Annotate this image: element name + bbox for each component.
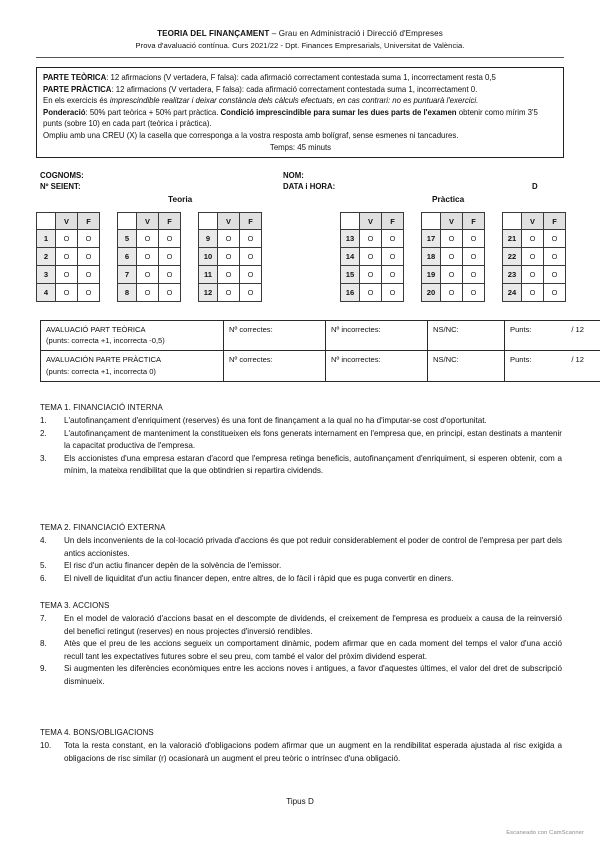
answer-bubble-false-q12[interactable] (240, 284, 262, 302)
bubble-glyph: O (529, 270, 536, 279)
grid-corner-cell (37, 213, 56, 230)
nom-label: NOM: (283, 171, 304, 180)
seient-label: Nº SEIENT: (40, 182, 81, 191)
question-number: 5. (40, 561, 47, 571)
tema-question-list (40, 535, 562, 585)
bubble-glyph: O (367, 288, 374, 297)
question-number-cell: 12 (199, 284, 218, 302)
points-label: Punts: (510, 355, 532, 365)
bubble-glyph: O (470, 270, 477, 279)
scanner-watermark: Escaneado con CamScanner (506, 830, 584, 836)
bubble-glyph: O (144, 234, 151, 243)
practica-answer-grid[interactable] (340, 212, 566, 302)
question-number-cell: 14 (341, 248, 360, 266)
practica-grid-row (341, 248, 566, 266)
question-number-cell: 19 (422, 266, 441, 284)
grid-block-gap (485, 284, 503, 302)
practica-grid-row (341, 266, 566, 284)
answer-bubble-false-q9[interactable] (240, 230, 262, 248)
instruction-exercises-prefix: En els exercicis és (43, 96, 110, 106)
answer-bubble-false-q7[interactable] (159, 266, 181, 284)
bubble-glyph: O (225, 234, 232, 243)
teoria-grid-row (37, 284, 262, 302)
question-number-cell: 13 (341, 230, 360, 248)
question-number-cell: 16 (341, 284, 360, 302)
grid-header-true: V (56, 213, 78, 230)
instruction-practice-line (43, 84, 558, 96)
answer-bubble-true-q13[interactable] (360, 230, 382, 248)
grid-header-false: F (240, 213, 262, 230)
bubble-glyph: O (63, 252, 70, 261)
question-number-cell: 1 (37, 230, 56, 248)
grid-header-true: V (360, 213, 382, 230)
header-course-title: TEORIA DEL FINANÇAMENT (157, 29, 270, 38)
bubble-glyph: O (247, 252, 254, 261)
answer-bubble-false-q6[interactable] (159, 248, 181, 266)
question-text: En el model de valoració d'accions basat en el descompte de dividends, el creixement de l'empresa es produeix a causa de la reinversió del benefici retingut (reserves) en nous projectes d'inversió rendibles. (64, 614, 562, 636)
question-number-cell: 6 (118, 248, 137, 266)
tema-section-4 (40, 727, 562, 765)
question-number-cell: 21 (503, 230, 522, 248)
bubble-glyph: O (144, 288, 151, 297)
question-number-cell: 15 (341, 266, 360, 284)
evaluation-part-label (41, 351, 224, 381)
evaluation-part-title: AVALUACIÓ PART TEÒRICA (46, 325, 146, 334)
answer-bubble-false-q4[interactable] (78, 284, 100, 302)
tema-section-3 (40, 600, 562, 689)
grid-corner-cell (341, 213, 360, 230)
bubble-glyph: O (225, 270, 232, 279)
bubble-glyph: O (367, 252, 374, 261)
answer-bubble-false-q16[interactable] (382, 284, 404, 302)
header-divider (36, 57, 564, 58)
instruction-practice-label: PARTE PRÀCTICA (43, 84, 112, 94)
answer-bubble-true-q20[interactable] (441, 284, 463, 302)
grid-block-gap (100, 248, 118, 266)
tema-question-list (40, 740, 562, 765)
instruction-exercises-emphasis: imprescindible realitzar i deixar constància dels càlculs efectuats, en cas contrari: no es puntuarà l'exercici. (109, 96, 479, 106)
evaluation-part-label (41, 321, 224, 351)
question-number-cell: 4 (37, 284, 56, 302)
bubble-glyph: O (247, 270, 254, 279)
practica-grid-table[interactable] (340, 212, 566, 302)
instruction-theory-label: PARTE TEÒRICA (43, 73, 107, 82)
question-number: 2. (40, 428, 47, 438)
grid-header-false: F (463, 213, 485, 230)
answer-bubble-true-q19[interactable] (441, 266, 463, 284)
bubble-glyph: O (448, 288, 455, 297)
exam-type-marker: D (532, 182, 538, 191)
answer-bubble-false-q1[interactable] (78, 230, 100, 248)
answer-bubble-true-q17[interactable] (441, 230, 463, 248)
bubble-glyph: O (448, 234, 455, 243)
grid-corner-cell (503, 213, 522, 230)
question-number-cell: 5 (118, 230, 137, 248)
question-item (40, 638, 562, 663)
grid-block-gap (404, 230, 422, 248)
bubble-glyph: O (551, 288, 558, 297)
evaluation-row (41, 351, 600, 381)
bubble-glyph: O (470, 234, 477, 243)
instruction-condition-text: obtenir como mírim 3'5 punts (sobre 10) en cada part (teòrica i pràctica). (43, 107, 538, 129)
tema-heading: TEMA 4. BONS/OBLIGACIONS (40, 728, 154, 737)
answer-bubble-true-q14[interactable] (360, 248, 382, 266)
question-text: Atès que el preu de les accions segueix un comportament dinàmic, podem afirmar que en cada moment del temps el valor d'una acció recull tant les expectatives futures sobre el seu preu, com també el valor del pròxim dividend esperat. (64, 639, 562, 661)
question-number: 1. (40, 416, 47, 425)
teoria-grid-header-row (37, 213, 262, 230)
header-title-line (36, 28, 564, 40)
bubble-glyph: O (247, 234, 254, 243)
answer-bubble-false-q17[interactable] (463, 230, 485, 248)
bubble-glyph: O (144, 270, 151, 279)
grid-block-gap (100, 284, 118, 302)
points-max: / 12 (571, 355, 584, 365)
answer-bubble-true-q1[interactable] (56, 230, 78, 248)
bubble-glyph: O (225, 252, 232, 261)
grid-block-gap (404, 213, 422, 230)
answer-bubble-true-q23[interactable] (522, 266, 544, 284)
grid-block-gap (181, 248, 199, 266)
answer-bubble-false-q24[interactable] (544, 284, 566, 302)
answer-bubble-false-q19[interactable] (463, 266, 485, 284)
question-number: 4. (40, 536, 47, 545)
bubble-glyph: O (63, 288, 70, 297)
question-item (40, 428, 562, 453)
bubble-glyph: O (144, 252, 151, 261)
bubble-glyph: O (166, 270, 173, 279)
bubble-glyph: O (63, 234, 70, 243)
question-item (40, 453, 562, 478)
answer-bubble-false-q21[interactable] (544, 230, 566, 248)
grid-header-true: V (218, 213, 240, 230)
question-text: El nivell de liquiditat d'un actiu financer depen, entre altres, de lo fàcil i ràpid que es puga convertir en diners. (64, 573, 454, 583)
answer-bubble-false-q3[interactable] (78, 266, 100, 284)
question-number-cell: 3 (37, 266, 56, 284)
instruction-time-line: Temps: 45 minuts (269, 142, 332, 152)
grid-corner-cell (199, 213, 218, 230)
question-number-cell: 2 (37, 248, 56, 266)
question-item (40, 535, 562, 560)
tema-question-list (40, 613, 562, 689)
header-subtitle: Prova d'avaluació contínua. Curs 2021/22 - Dpt. Finances Empresarials, Universitat de València. (135, 41, 465, 50)
header-degree: – Grau en Administració i Direcció d'Empreses (269, 29, 443, 38)
answer-bubble-false-q13[interactable] (382, 230, 404, 248)
bubble-glyph: O (389, 270, 396, 279)
incorrect-count-field[interactable]: Nº incorrectes: (326, 351, 428, 381)
question-number-cell: 10 (199, 248, 218, 266)
instruction-weighting-line (43, 107, 558, 130)
bubble-glyph: O (448, 270, 455, 279)
nsnc-field[interactable]: NS/NC: (428, 351, 505, 381)
grid-header-true: V (522, 213, 544, 230)
instruction-weighting-label: Ponderació (43, 107, 86, 117)
answer-bubble-false-q15[interactable] (382, 266, 404, 284)
answer-bubble-false-q8[interactable] (159, 284, 181, 302)
grid-block-gap (404, 284, 422, 302)
question-item (40, 560, 562, 573)
grid-corner-cell (422, 213, 441, 230)
question-item (40, 663, 562, 688)
bubble-glyph: O (367, 270, 374, 279)
tema-heading: TEMA 2. FINANCIACIÓ EXTERNA (40, 523, 166, 532)
question-number-cell: 8 (118, 284, 137, 302)
answer-bubble-true-q24[interactable] (522, 284, 544, 302)
instructions-box (36, 67, 564, 158)
tema-section-2 (40, 522, 562, 585)
bubble-glyph: O (85, 270, 92, 279)
answer-bubble-true-q12[interactable] (218, 284, 240, 302)
bubble-glyph: O (470, 288, 477, 297)
bubble-glyph: O (85, 234, 92, 243)
answer-bubble-false-q22[interactable] (544, 248, 566, 266)
grid-block-gap (181, 230, 199, 248)
question-item (40, 573, 562, 586)
question-number-cell: 17 (422, 230, 441, 248)
answer-bubble-false-q5[interactable] (159, 230, 181, 248)
answer-bubble-true-q11[interactable] (218, 266, 240, 284)
question-number: 10. (40, 741, 52, 750)
question-number-cell: 9 (199, 230, 218, 248)
teoria-grid-row (37, 266, 262, 284)
answer-bubble-false-q18[interactable] (463, 248, 485, 266)
question-item (40, 740, 562, 765)
teoria-grid-row (37, 230, 262, 248)
question-number: 8. (40, 639, 47, 649)
grid-block-gap (100, 213, 118, 230)
practica-grid-caption: Pràctica (432, 194, 465, 204)
bubble-glyph: O (389, 234, 396, 243)
bubble-glyph: O (166, 288, 173, 297)
grid-block-gap (100, 230, 118, 248)
instruction-practice-text: : 12 afirmacions (V vertadera, F falsa): cada afirmació correctament contestada suma 1, incorrectament 0. (111, 84, 478, 94)
correct-count-field[interactable]: Nº correctes: (224, 351, 326, 381)
answer-bubble-true-q2[interactable] (56, 248, 78, 266)
grid-block-gap (404, 248, 422, 266)
bubble-glyph: O (166, 234, 173, 243)
question-text: L'autofinançament de manteniment la constitueixen els fons generats internament en l'empresa que, en principi, estan destinats a mantenir la capacitat productiva de l'empresa. (64, 428, 563, 451)
bubble-glyph: O (529, 252, 536, 261)
question-number: 7. (40, 614, 47, 623)
question-number-cell: 22 (503, 248, 522, 266)
question-text: Tota la resta constant, en la valoració d'obligacions podem afirmar que un augment en la rendibilitat esperada ajustada al risc exigida a obligacions de risc similar (r) ocasionarà un augment el preu teòric o intrínsec d'una obligació. (64, 741, 562, 763)
grid-corner-cell (118, 213, 137, 230)
question-number-cell: 23 (503, 266, 522, 284)
bubble-glyph: O (225, 288, 232, 297)
nsnc-field[interactable]: NS/NC: (428, 321, 505, 351)
teoria-grid-caption: Teoria (168, 194, 193, 204)
practica-grid-row (341, 284, 566, 302)
instruction-exercises-line (43, 95, 558, 107)
question-text: Els accionistes d'una empresa estaran d'acord que l'empresa retinga beneficis, autofinançament d'enriquiment, si esperen obtenir, com a mínim, la mateixa rendibilitat que la que obtindrien si repartira cividends. (64, 453, 562, 476)
bubble-glyph: O (551, 252, 558, 261)
instruction-theory-text: : 12 afirmacions (V vertadera, F falsa): cada afirmació correctament contestada suma 1, incorrectament resta 0,5 (106, 73, 496, 82)
bubble-glyph: O (389, 252, 396, 261)
grid-block-gap (404, 266, 422, 284)
question-text: Un dels inconvenients de la col·locació privada d'accions és que pot reduir considerablement el poder de control de l'empresa per part dels antics accionistes. (64, 536, 562, 558)
grid-header-false: F (159, 213, 181, 230)
answer-bubble-true-q7[interactable] (137, 266, 159, 284)
answer-bubble-true-q15[interactable] (360, 266, 382, 284)
question-number: 3. (40, 453, 47, 463)
data-hora-label: DATA i HORA: (283, 182, 336, 191)
answer-bubble-false-q20[interactable] (463, 284, 485, 302)
grid-block-gap (100, 266, 118, 284)
bubble-glyph: O (529, 288, 536, 297)
evaluation-part-title: AVALUACIÓN PARTE PRÀCTICA (46, 355, 162, 365)
answer-bubble-true-q3[interactable] (56, 266, 78, 284)
question-item (40, 613, 562, 638)
evaluation-part-scoring: (punts: correcta +1, incorrecta 0) (46, 366, 156, 376)
correct-count-field[interactable]: Nº correctes: (224, 321, 326, 351)
bubble-glyph: O (529, 234, 536, 243)
evaluation-row (41, 321, 600, 351)
grid-block-gap (181, 266, 199, 284)
exam-type-footer: Tipus D (286, 797, 314, 806)
answer-bubble-false-q23[interactable] (544, 266, 566, 284)
bubble-glyph: O (63, 270, 70, 279)
answer-bubble-true-q5[interactable] (137, 230, 159, 248)
bubble-glyph: O (551, 234, 558, 243)
tema-section-1 (40, 402, 562, 478)
bubble-glyph: O (85, 288, 92, 297)
points-label: Punts: (510, 325, 532, 334)
bubble-glyph: O (470, 252, 477, 261)
grid-block-gap (485, 213, 503, 230)
answer-bubble-false-q11[interactable] (240, 266, 262, 284)
tema-heading: TEMA 3. ACCIONS (40, 601, 110, 610)
question-text: L'autofinançament d'enriquiment (reserves) és una font de finançament a la qual no ha d'imputar-se cost d'oportunitat. (64, 416, 487, 425)
cognoms-label: COGNOMS: (40, 171, 84, 180)
teoria-grid-row (37, 248, 262, 266)
practica-grid-row (341, 230, 566, 248)
instruction-weighting-text: : 50% part teòrica + 50% part pràctica. (85, 107, 221, 117)
tema-question-list (40, 415, 562, 478)
evaluation-table (40, 320, 600, 382)
bubble-glyph: O (367, 234, 374, 243)
bubble-glyph: O (247, 288, 254, 297)
grid-header-false: F (78, 213, 100, 230)
answer-bubble-false-q10[interactable] (240, 248, 262, 266)
teoria-grid-table[interactable] (36, 212, 262, 302)
instruction-theory-line (43, 72, 558, 84)
question-number-cell: 7 (118, 266, 137, 284)
answer-bubble-true-q21[interactable] (522, 230, 544, 248)
answer-bubble-false-q2[interactable] (78, 248, 100, 266)
grid-block-gap (485, 248, 503, 266)
grid-header-true: V (137, 213, 159, 230)
answer-bubble-true-q8[interactable] (137, 284, 159, 302)
answer-bubble-true-q18[interactable] (441, 248, 463, 266)
incorrect-count-field[interactable]: Nº incorrectes: (326, 321, 428, 351)
bubble-glyph: O (551, 270, 558, 279)
grid-block-gap (485, 230, 503, 248)
question-text: Si augmenten les diferències econòmiques entre les accions noves i antigues, a favor d'aquestes últimes, el valor del dret de subscripció disminueix. (64, 664, 562, 686)
instruction-marking-line: Ompliu amb una CREU (X) la casella que corresponga a la vostra resposta amb bolígraf, sense esmenes ni tancadures. (43, 130, 459, 140)
question-text: El risc d'un actiu financer depèn de la solvència de l'emissor. (64, 561, 282, 571)
grid-block-gap (181, 213, 199, 230)
question-number: 9. (40, 664, 47, 674)
bubble-glyph: O (448, 252, 455, 261)
practica-grid-header-row (341, 213, 566, 230)
question-number: 6. (40, 573, 47, 583)
answer-bubble-true-q4[interactable] (56, 284, 78, 302)
answer-bubble-false-q14[interactable] (382, 248, 404, 266)
question-number-cell: 18 (422, 248, 441, 266)
question-number-cell: 11 (199, 266, 218, 284)
grid-header-true: V (441, 213, 463, 230)
points-max: / 12 (571, 325, 584, 334)
question-item (40, 415, 562, 428)
question-number-cell: 20 (422, 284, 441, 302)
bubble-glyph: O (166, 252, 173, 261)
answer-bubble-true-q16[interactable] (360, 284, 382, 302)
teoria-answer-grid[interactable] (36, 212, 262, 302)
evaluation-table-wrap (40, 320, 584, 382)
tema-heading: TEMA 1. FINANCIACIÓ INTERNA (40, 403, 163, 412)
answer-bubble-true-q9[interactable] (218, 230, 240, 248)
grid-block-gap (181, 284, 199, 302)
grid-block-gap (485, 266, 503, 284)
answer-bubble-true-q10[interactable] (218, 248, 240, 266)
answer-bubble-true-q22[interactable] (522, 248, 544, 266)
points-field[interactable] (505, 351, 600, 381)
question-number-cell: 24 (503, 284, 522, 302)
bubble-glyph: O (85, 252, 92, 261)
grid-header-false: F (544, 213, 566, 230)
grid-header-false: F (382, 213, 404, 230)
bubble-glyph: O (389, 288, 396, 297)
evaluation-part-scoring: (punts: correcta +1, incorrecta -0,5) (46, 336, 165, 346)
instruction-condition-label: Condició imprescindible para sumar les dues parts de l'examen (220, 107, 457, 117)
document-header (36, 28, 564, 52)
points-field[interactable] (505, 321, 600, 351)
answer-bubble-true-q6[interactable] (137, 248, 159, 266)
